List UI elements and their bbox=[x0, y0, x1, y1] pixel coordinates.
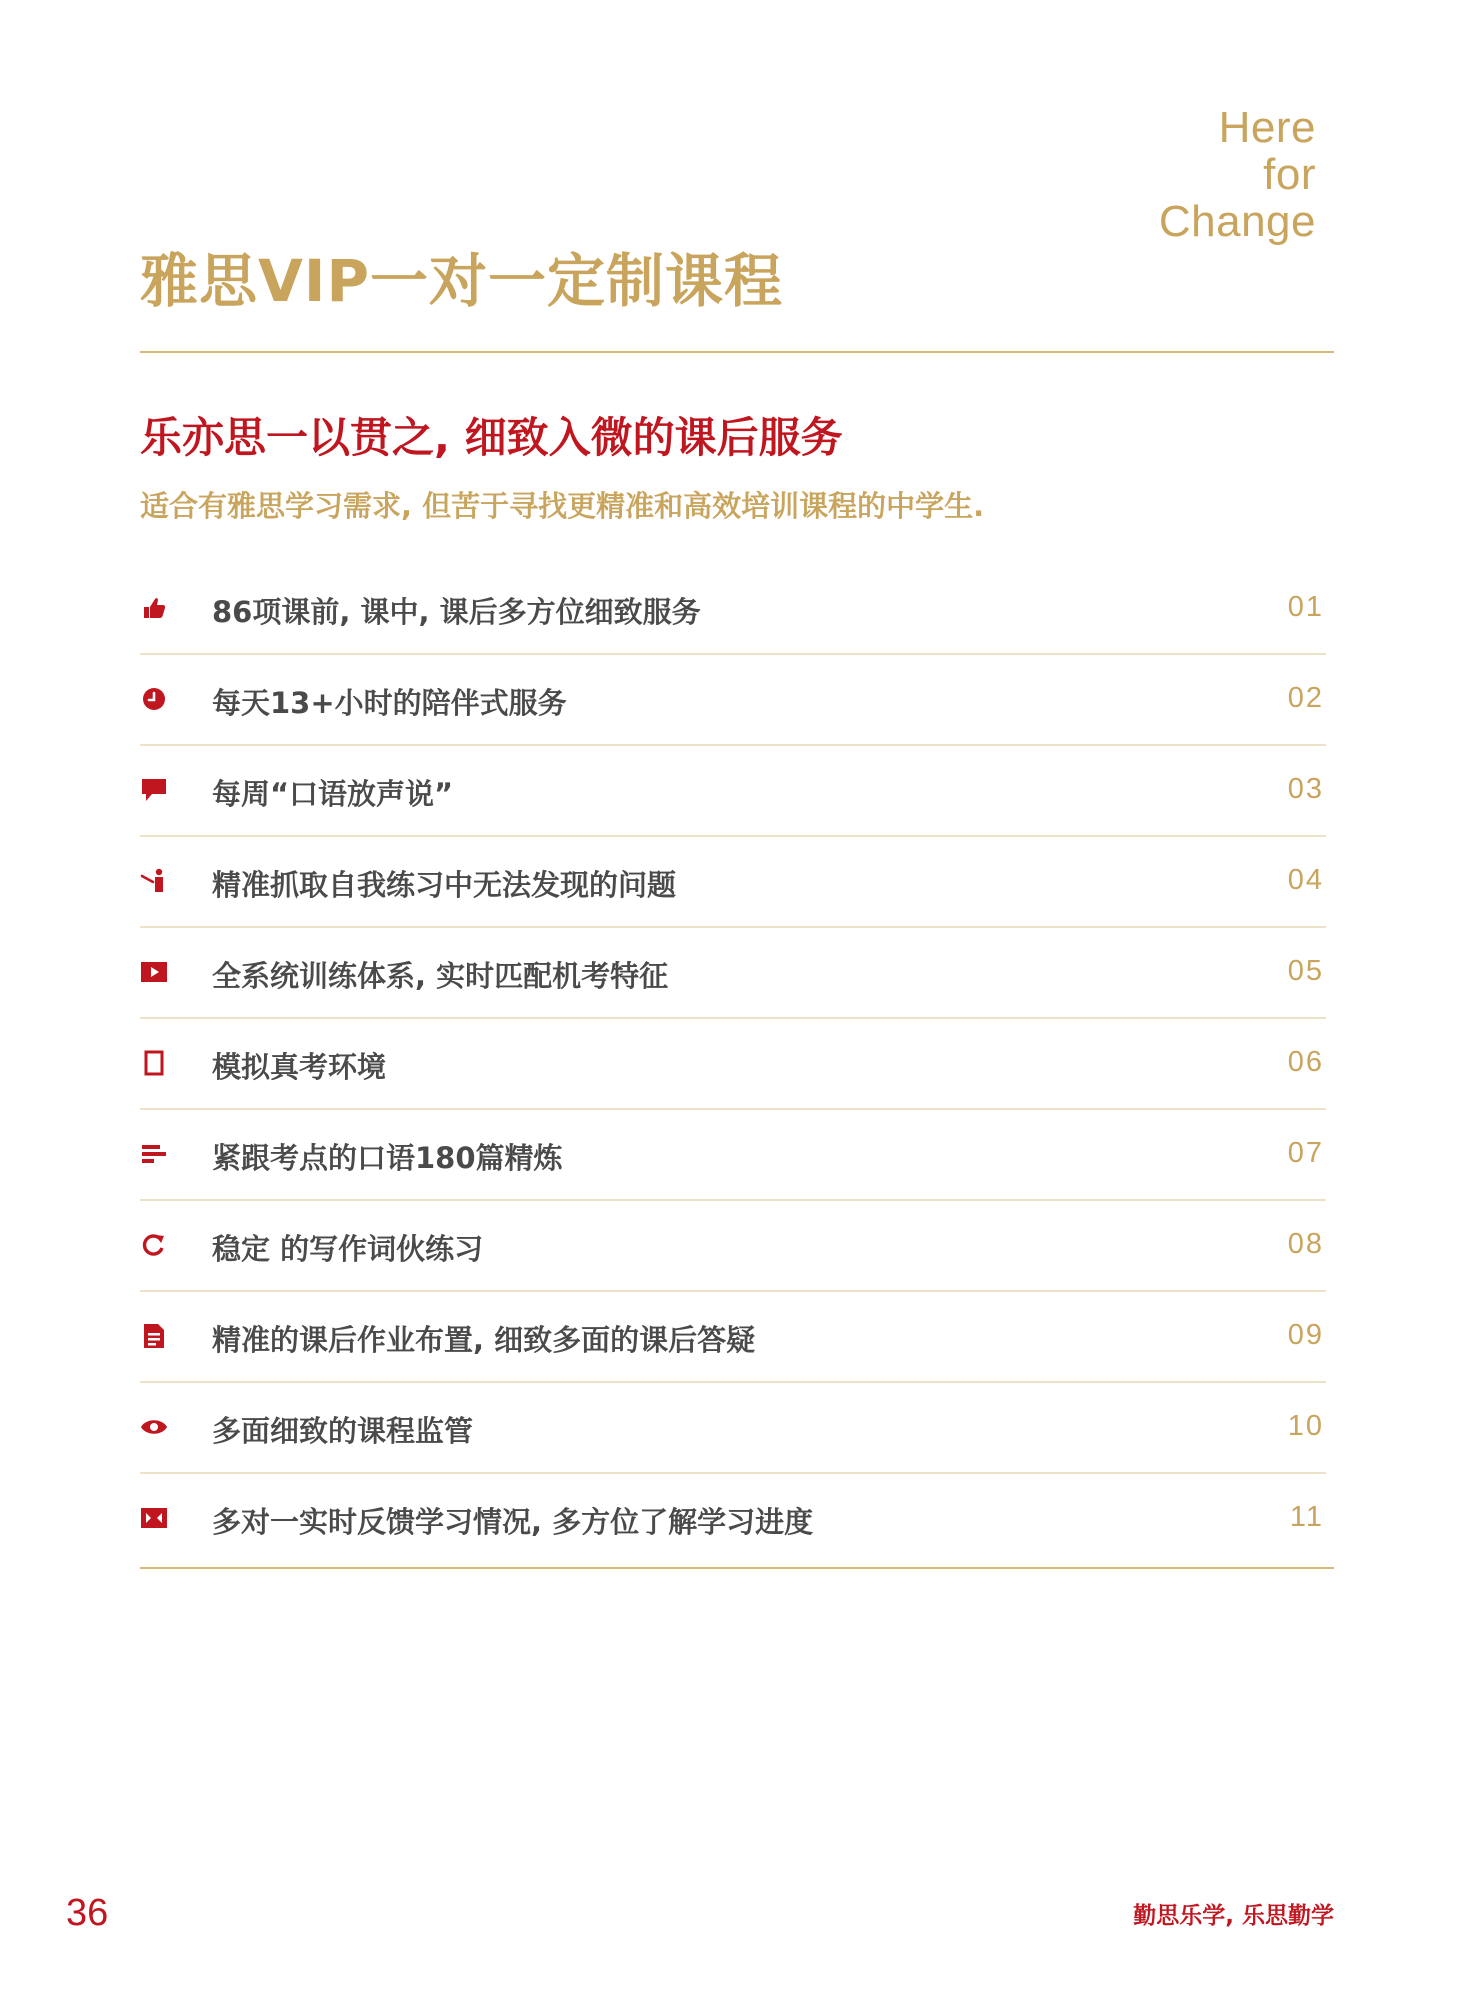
item-number: 06 bbox=[1287, 1046, 1324, 1078]
page-number: 36 bbox=[66, 1892, 109, 1934]
item-label: 精准的课后作业布置, 细致多面的课后答疑 bbox=[212, 1323, 756, 1357]
item-label: 紧跟考点的口语180篇精炼 bbox=[212, 1141, 563, 1175]
list-item bbox=[140, 928, 1326, 1019]
list-item bbox=[140, 1201, 1326, 1292]
list-item bbox=[140, 564, 1326, 655]
item-label: 每天13+小时的陪伴式服务 bbox=[212, 686, 567, 720]
footer-motto: 勤思乐学, 乐思勤学 bbox=[1133, 1903, 1334, 1929]
service-list bbox=[140, 564, 1326, 1563]
item-label: 每周“口语放声说” bbox=[212, 777, 454, 811]
list-item bbox=[140, 837, 1326, 928]
list-item bbox=[140, 1383, 1326, 1474]
item-number: 02 bbox=[1287, 682, 1324, 714]
item-number: 03 bbox=[1287, 773, 1324, 805]
item-number: 04 bbox=[1287, 864, 1324, 896]
speech-bubble-icon bbox=[140, 776, 168, 804]
item-number: 11 bbox=[1289, 1501, 1324, 1533]
person-pointing-icon bbox=[140, 867, 168, 895]
clock-icon bbox=[140, 685, 168, 713]
list-item bbox=[140, 1292, 1326, 1383]
list-item bbox=[140, 1019, 1326, 1110]
item-label: 多面细致的课程监管 bbox=[212, 1414, 474, 1448]
item-label: 全系统训练体系, 实时匹配机考特征 bbox=[212, 959, 669, 993]
item-number: 10 bbox=[1287, 1410, 1324, 1442]
feedback-icon bbox=[140, 1504, 168, 1532]
list-item bbox=[140, 746, 1326, 837]
item-label: 模拟真考环境 bbox=[212, 1050, 387, 1084]
page-title: 雅思VIP一对一定制课程 bbox=[140, 247, 783, 315]
item-number: 07 bbox=[1287, 1137, 1324, 1169]
tagline-line: for bbox=[1263, 150, 1316, 199]
item-label: 稳定 的写作词伙练习 bbox=[212, 1232, 484, 1266]
refresh-icon bbox=[140, 1231, 168, 1259]
title-divider bbox=[140, 351, 1334, 353]
item-number: 01 bbox=[1287, 591, 1324, 623]
tagline-line: Change bbox=[1158, 197, 1316, 246]
eye-icon bbox=[140, 1413, 168, 1441]
bars-icon bbox=[140, 1140, 168, 1168]
item-label: 86项课前, 课中, 课后多方位细致服务 bbox=[212, 595, 701, 629]
section-title: 乐亦思一以贯之, 细致入微的课后服务 bbox=[140, 413, 843, 462]
tablet-icon bbox=[140, 1049, 168, 1077]
tagline-line: Here bbox=[1218, 103, 1316, 152]
section-subtitle: 适合有雅思学习需求, 但苦于寻找更精准和高效培训课程的中学生. bbox=[140, 489, 985, 523]
item-number: 09 bbox=[1287, 1319, 1324, 1351]
thumbs-up-icon bbox=[140, 594, 168, 622]
item-number: 05 bbox=[1287, 955, 1324, 987]
item-number: 08 bbox=[1287, 1228, 1324, 1260]
list-item bbox=[140, 1474, 1326, 1563]
list-divider bbox=[140, 1567, 1334, 1569]
play-icon bbox=[140, 958, 168, 986]
list-item bbox=[140, 655, 1326, 746]
tagline bbox=[1159, 104, 1316, 245]
document-icon bbox=[140, 1322, 168, 1350]
list-item bbox=[140, 1110, 1326, 1201]
item-label: 多对一实时反馈学习情况, 多方位了解学习进度 bbox=[212, 1505, 814, 1539]
item-label: 精准抓取自我练习中无法发现的问题 bbox=[212, 868, 677, 902]
